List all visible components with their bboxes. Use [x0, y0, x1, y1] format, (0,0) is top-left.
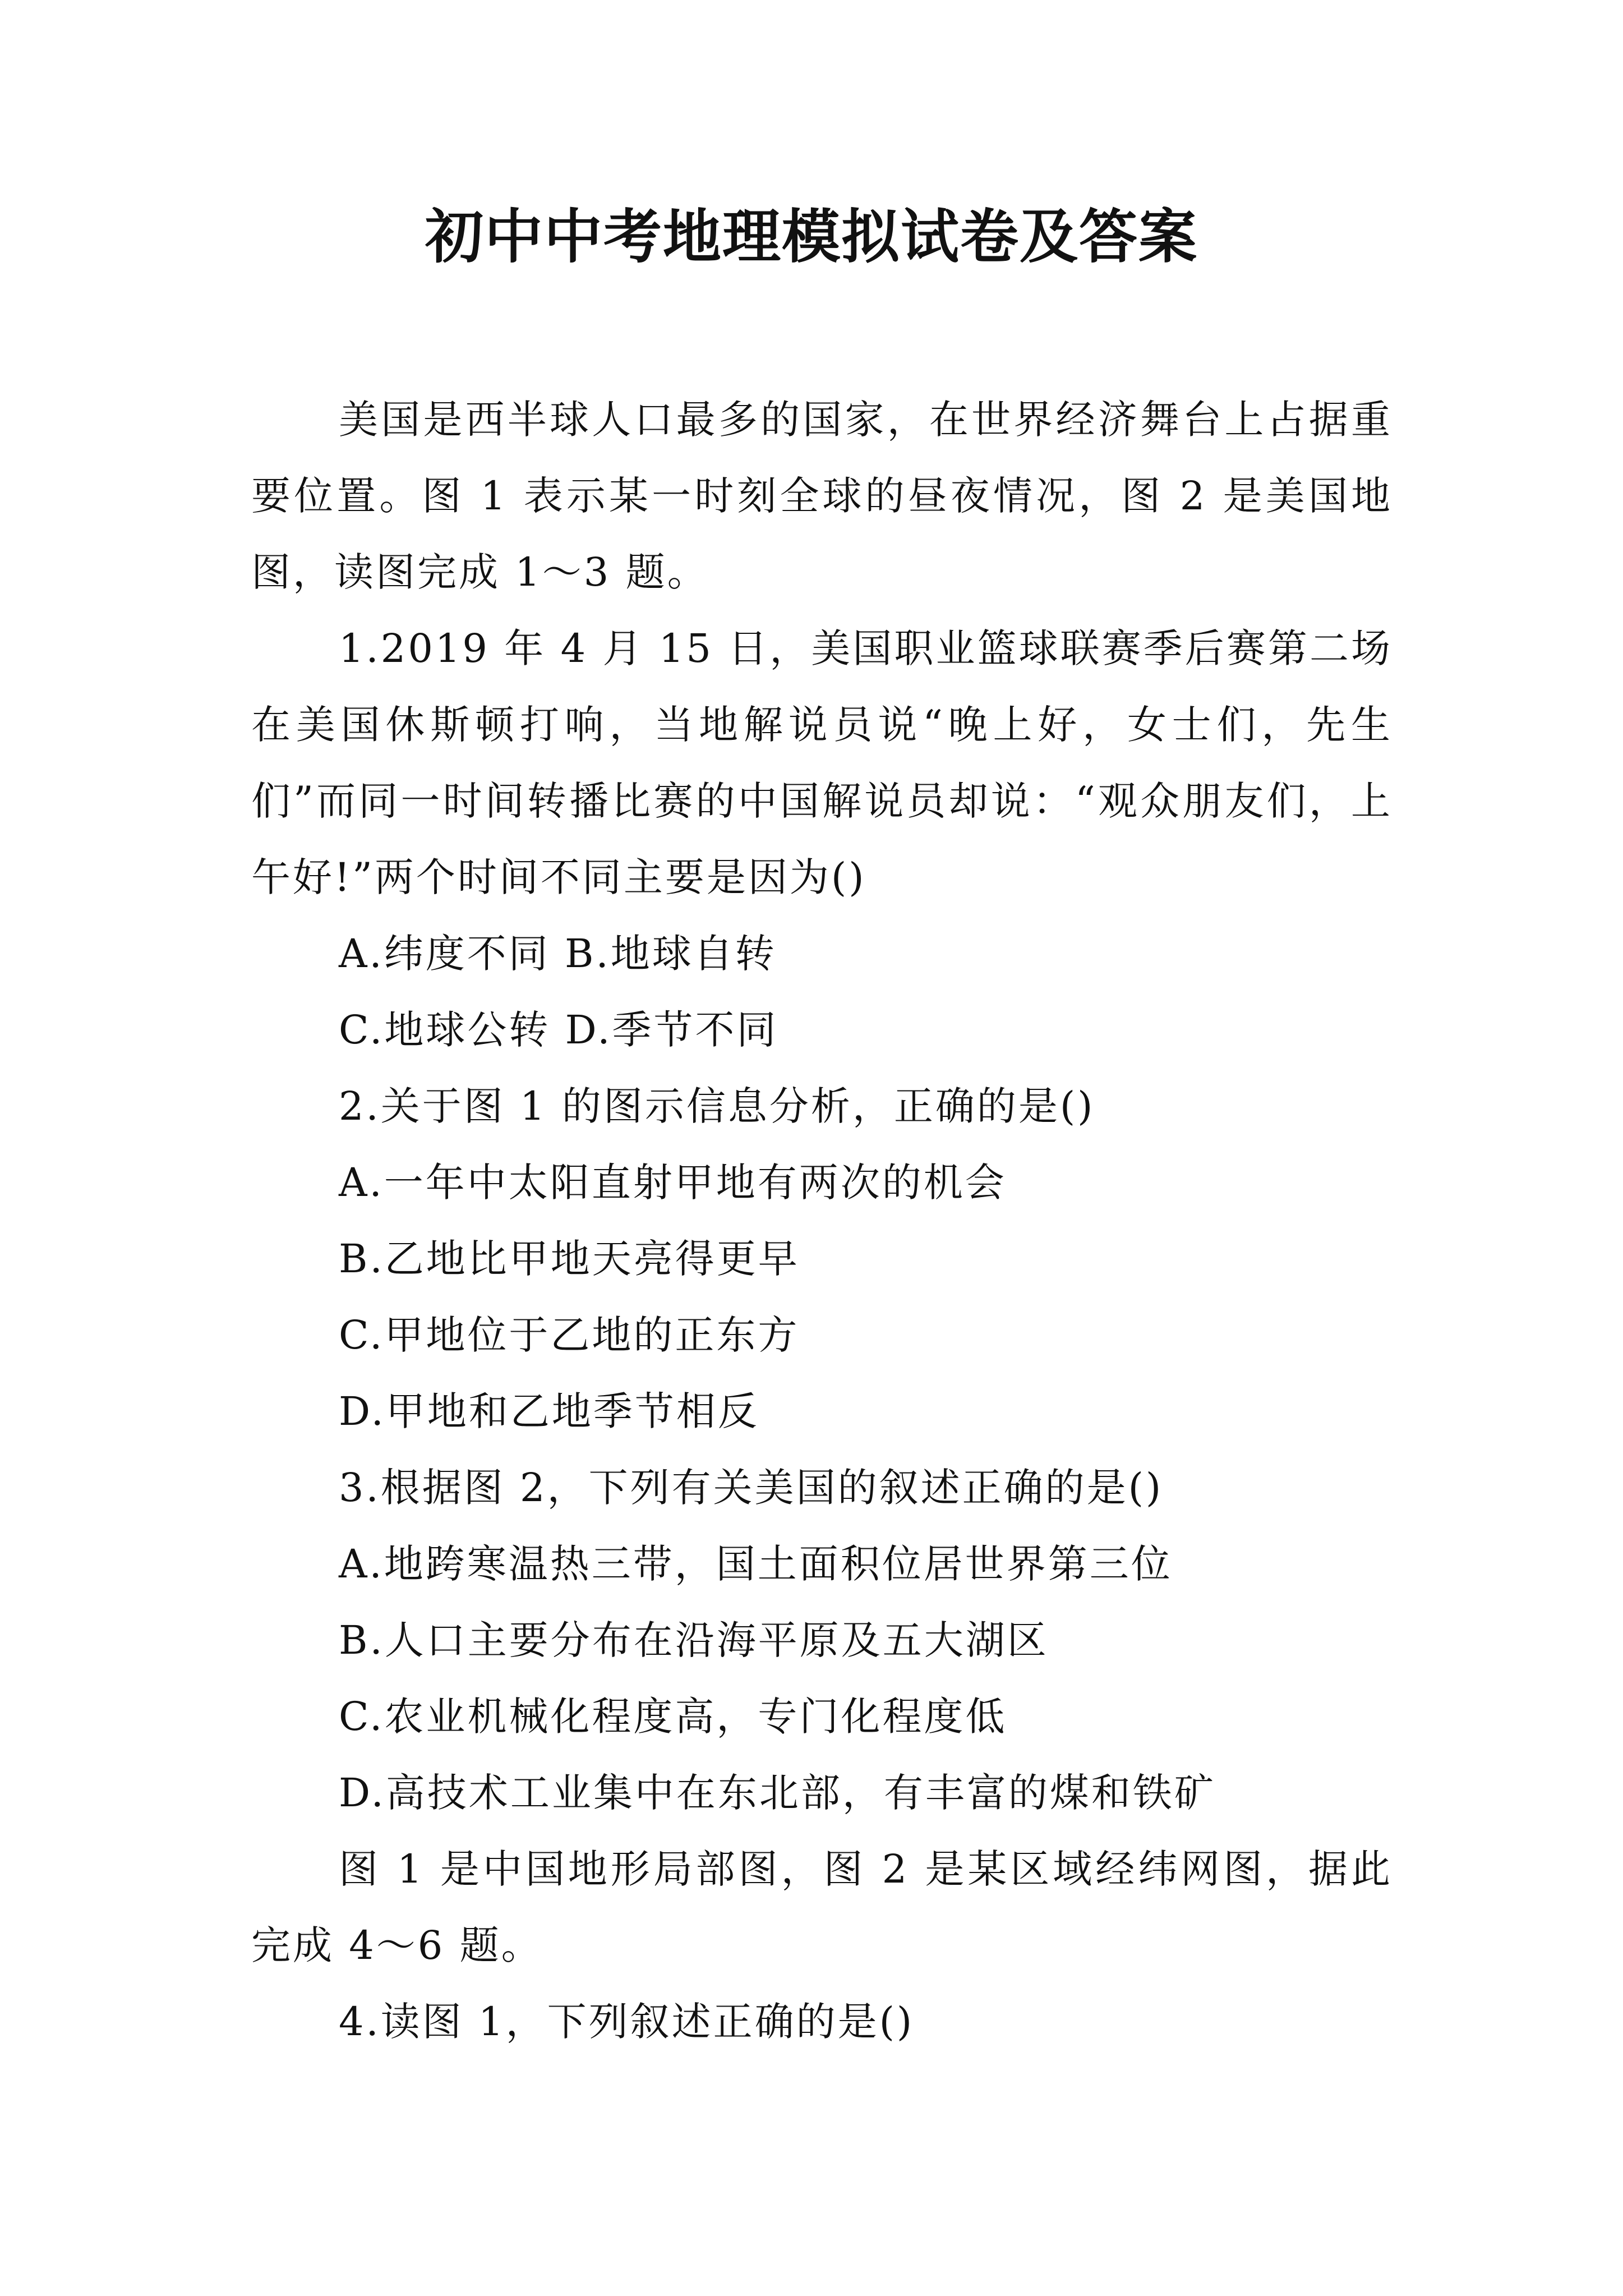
document-body	[251, 381, 1393, 2060]
question-2-option-c: C.甲地位于乙地的正东方	[339, 1312, 800, 1358]
intro-paragraph: 美国是西半球人口最多的国家，在世界经济舞台上占据重要位置。图 1 表示某一时刻全球的昼夜情况，图 2 是美国地图，读图完成 1～3 题。	[251, 397, 1393, 595]
question-3-option-c: C.农业机械化程度高，专门化程度低	[339, 1694, 1007, 1740]
question-1-options-ab: A.纬度不同 B.地球自转	[339, 931, 777, 977]
question-3-option-a: A.地跨寒温热三带，国土面积位居世界第三位	[339, 1541, 1173, 1587]
question-3-stem: 3.根据图 2，下列有关美国的叙述正确的是()	[339, 1465, 1164, 1511]
question-2-option-b: B.乙地比甲地天亮得更早	[339, 1236, 800, 1282]
question-2-stem: 2.关于图 1 的图示信息分析，正确的是()	[339, 1083, 1095, 1129]
question-3-option-b: B.人口主要分布在沿海平原及五大湖区	[339, 1617, 1049, 1663]
question-3-option-d: D.高技术工业集中在东北部，有丰富的煤和铁矿	[339, 1770, 1216, 1816]
question-1-stem: 1.2019 年 4 月 15 日，美国职业篮球联赛季后赛第二场在美国休斯顿打响，当地解说员说“晚上好，女士们，先生们”而同一时间转播比赛的中国解说员却说：“观众朋友们，上午好!”两个时间不同主要是因为()	[251, 625, 1393, 900]
question-2-option-a: A.一年中太阳直射甲地有两次的机会	[339, 1159, 1007, 1205]
question-1-options-cd: C.地球公转 D.季节不同	[339, 1007, 778, 1053]
section-2-intro: 图 1 是中国地形局部图，图 2 是某区域经纬网图，据此完成 4～6 题。	[251, 1846, 1393, 1968]
question-4-stem: 4.读图 1，下列叙述正确的是()	[339, 1999, 915, 2045]
question-2-option-d: D.甲地和乙地季节相反	[339, 1388, 759, 1434]
document-title: 初中中考地理模拟试卷及答案	[425, 202, 1198, 271]
